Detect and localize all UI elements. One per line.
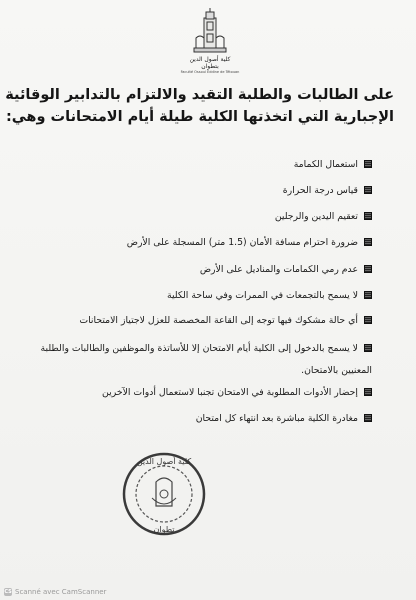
square-bullet-icon	[364, 344, 372, 352]
square-bullet-icon	[364, 186, 372, 194]
list-item: لا يسمح بالدخول إلى الكلية أيام الامتحان إلا للأساتذة والموظفين والطالبات والطلبة المعنيين بالامتحان.	[40, 343, 372, 376]
faculty-stamp	[118, 448, 210, 540]
scanner-footer	[4, 588, 106, 596]
scanner-label: Scanné avec CamScanner	[15, 588, 107, 596]
list-item: قياس درجة الحرارة	[22, 184, 372, 198]
heading-line-1: على الطالبات والطلبة التقيد والالتزام بالتدابير الوقائية	[5, 87, 394, 103]
camscanner-icon: CS	[4, 589, 12, 595]
logo-name-arabic: كلية أصول الدين بتطوان	[189, 56, 231, 70]
square-bullet-icon	[364, 160, 372, 168]
logo-name-french: Faculté Ossoul Eddine de Tétouan	[180, 70, 240, 74]
list-item: أي حالة مشكوك فيها توجه إلى القاعة المخصصة للعزل لاجتياز الامتحانات	[22, 314, 372, 328]
list-item: عدم رمي الكمامات والمناديل على الأرض	[22, 263, 372, 277]
square-bullet-icon	[364, 316, 372, 324]
square-bullet-icon	[364, 414, 372, 422]
list-item: تعقيم اليدين والرجلين	[22, 210, 372, 224]
square-bullet-icon	[364, 265, 372, 273]
list-item: مغادرة الكلية مباشرة بعد انتهاء كل امتحان	[22, 412, 372, 426]
round-stamp-icon	[118, 448, 210, 540]
square-bullet-icon	[364, 212, 372, 220]
square-bullet-icon	[364, 291, 372, 299]
minaret-logo-icon	[190, 8, 230, 56]
heading-line-2: الإجبارية التي اتخذتها الكلية طيلة أيام الامتحانات وهي:	[5, 109, 394, 125]
list-item: ضرورة احترام مسافة الأمان (1.5 متر) المسجلة على الأرض	[22, 236, 372, 250]
square-bullet-icon	[364, 388, 372, 396]
faculty-logo	[180, 8, 240, 76]
notice-heading	[5, 84, 394, 128]
list-item: لا يسمح بالتجمعات في الممرات وفي ساحة الكلية	[22, 289, 372, 303]
list-item: استعمال الكمامة	[22, 158, 372, 172]
list-item: إحضار الأدوات المطلوبة في الامتحان تجنبا لاستعمال أدوات الآخرين	[22, 386, 372, 400]
square-bullet-icon	[364, 238, 372, 246]
stamp-top-text: كلية أصول الدين	[136, 457, 192, 466]
stamp-bottom-text: تطوان	[153, 525, 175, 534]
